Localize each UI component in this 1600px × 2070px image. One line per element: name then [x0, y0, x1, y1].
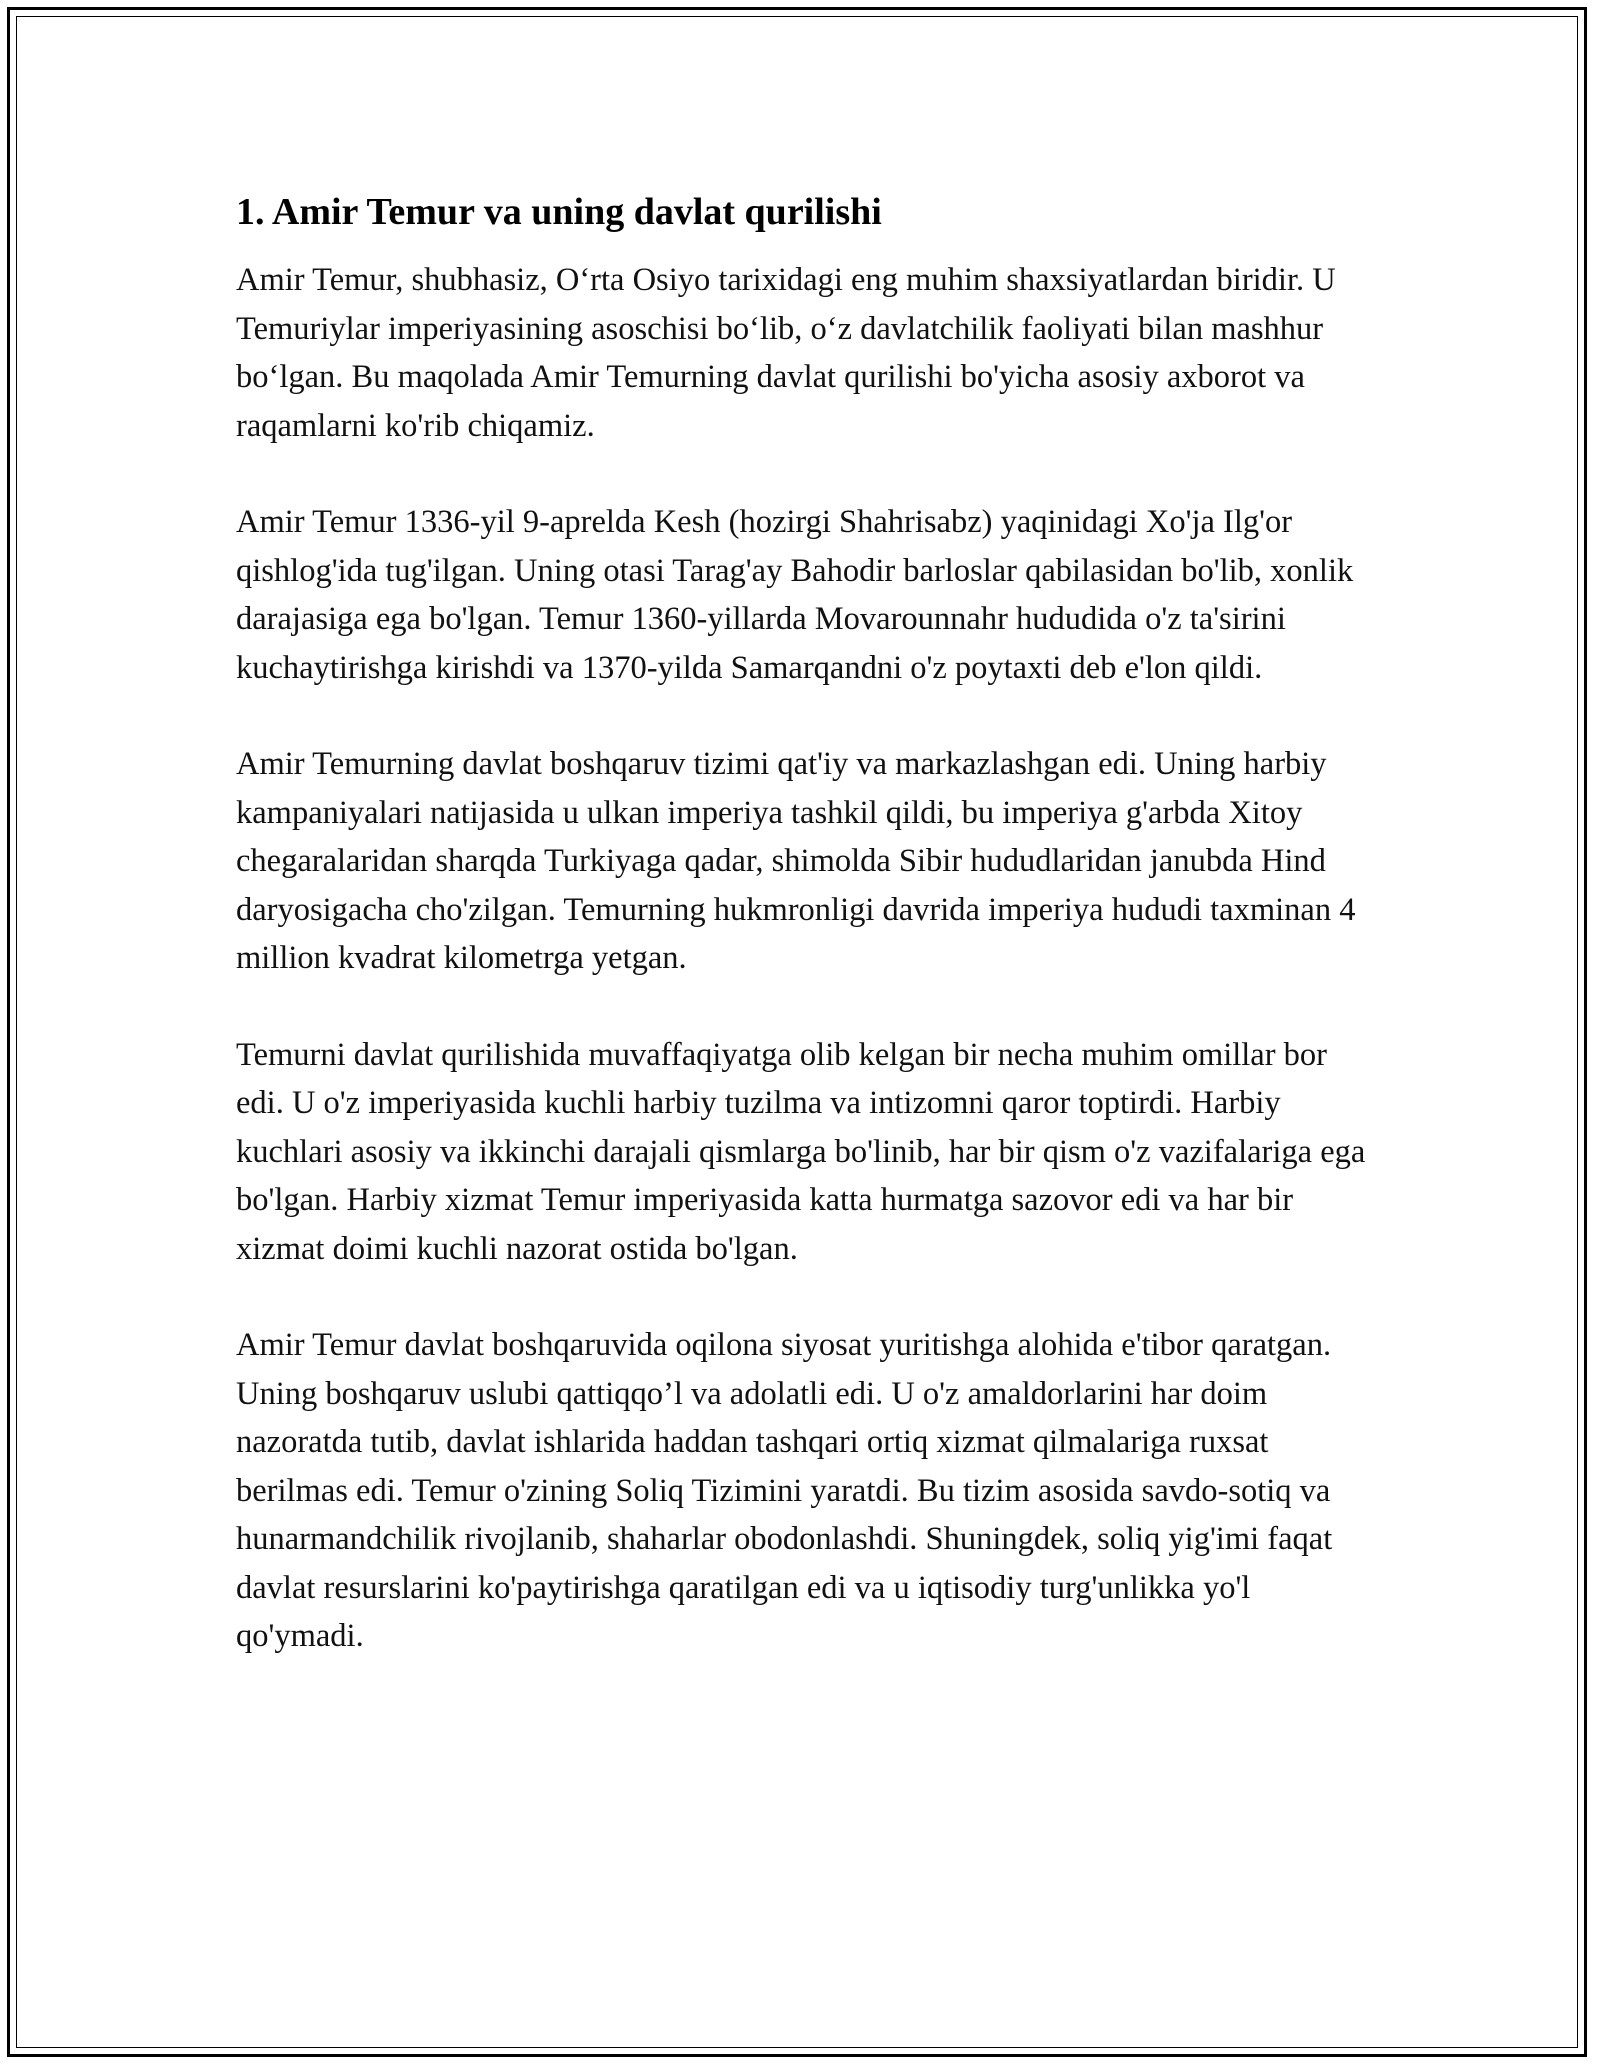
paragraph-governance: Amir Temurning davlat boshqaruv tizimi qat'iy va markazlashgan edi. Uning harbiy kampaniyalari natijasida u ulkan imperiya tashkil qildi, bu imperiya g'arbda Xitoy chegaralaridan sharqda Turkiyaga qadar, shimolda Sibir hududlaridan janubda Hind daryosigacha cho'zilgan. Temurning hukmronligi davrida imperiya hududi taxminan 4 million kvadrat kilometrga yetgan.: [236, 746, 1356, 976]
paragraph-intro: Amir Temur, shubhasiz, O‘rta Osiyo tarixidagi eng muhim shaxsiyatlardan biridir. U Temuriylar imperiyasining asoschisi bo‘lib, o‘z davlatchilik faoliyati bilan mashhur bo‘lgan. Bu maqolada Amir Temurning davlat qurilishi bo'yicha asosiy axborot va raqamlarni ko'rib chiqamiz.: [236, 262, 1336, 444]
section-heading: 1. Amir Temur va uning davlat qurilishi: [236, 191, 882, 233]
paragraph-policy: Amir Temur davlat boshqaruvida oqilona siyosat yuritishga alohida e'tibor qaratgan. Uning boshqaruv uslubi qattiqqo’l va adolatli edi. U o'z amaldorlarini har doim nazoratda tutib, davlat ishlarida haddan tashqari ortiq xizmat qilmalariga ruxsat berilmas edi. Temur o'zining Soliq Tizimini yaratdi. Bu tizim asosida savdo-sotiq va hunarmandchilik rivojlanib, shaharlar obodonlashdi. Shuningdek, soliq yig'imi faqat davlat resurslarini ko'paytirishga qaratilgan edi va u iqtisodiy turg'unlikka yo'l qo'ymadi.: [236, 1327, 1333, 1654]
document-body: [236, 188, 1382, 1709]
paragraph-military: Temurni davlat qurilishida muvaffaqiyatga olib kelgan bir necha muhim omillar bor edi. U o'z imperiyasida kuchli harbiy tuzilma va intizomni qaror toptirdi. Harbiy kuchlari asosiy va ikkinchi darajali qismlarga bo'linib, har bir qism o'z vazifalariga ega bo'lgan. Harbiy xizmat Temur imperiyasida katta hurmatga sazovor edi va har bir xizmat doimi kuchli nazorat ostida bo'lgan.: [236, 1036, 1366, 1267]
paragraph-biography: Amir Temur 1336-yil 9-aprelda Kesh (hozirgi Shahrisabz) yaqinidagi Xo'ja Ilg'or qishlog'ida tug'ilgan. Uning otasi Tarag'ay Bahodir barloslar qabilasidan bo'lib, xonlik darajasiga ega bo'lgan. Temur 1360-yillarda Movarounnahr hududida o'z ta'sirini kuchaytirishga kirishdi va 1370-yilda Samarqandni o'z poytaxti deb e'lon qildi.: [236, 504, 1354, 686]
